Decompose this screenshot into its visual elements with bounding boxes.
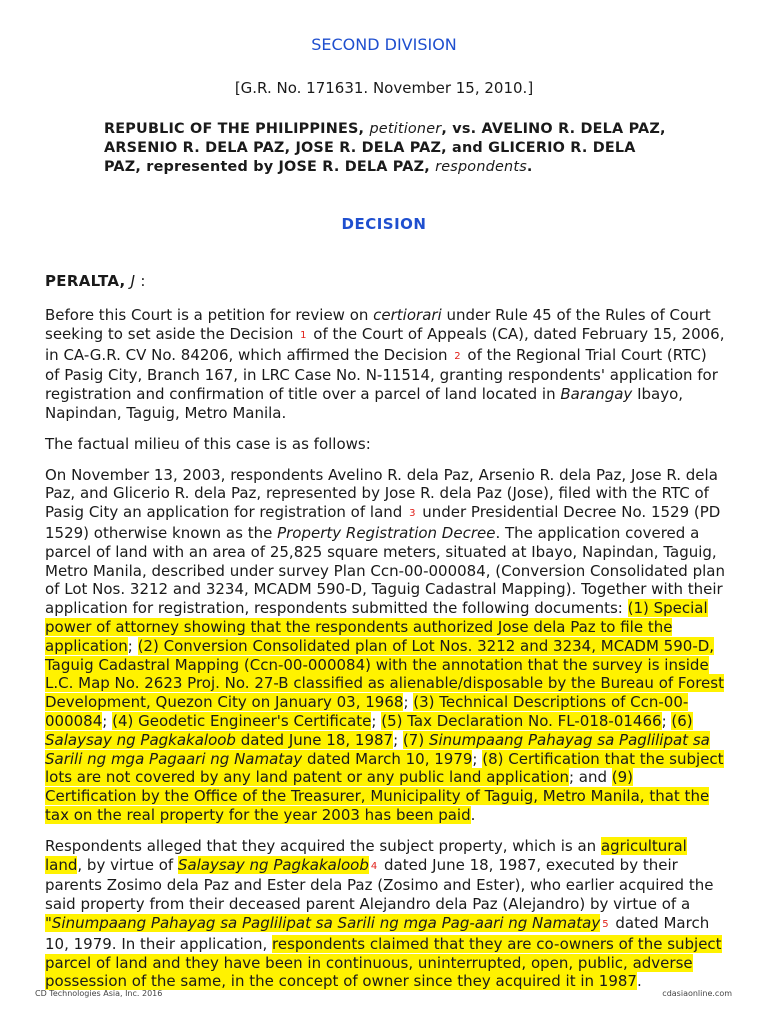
footnote-link-3[interactable]: 3 (409, 508, 416, 520)
respondents-role: respondents (435, 159, 527, 175)
decision-heading: DECISION (341, 215, 427, 233)
petitioner-role: petitioner (369, 121, 442, 137)
text-run: dated June 18, 1987, executed by their parents Zosimo dela Paz and Ester dela Paz (Zosimo and Ester), who earlier acquired the said property from their deceased parent Alejandro dela Paz (Alejandro) by virtue of a (45, 855, 714, 914)
text-run: ; (403, 693, 414, 712)
highlight: (6) (671, 711, 693, 730)
text-run: ; and (568, 768, 612, 787)
highlight: (3) Technical Descriptions of Ccn-00-000084 (45, 693, 689, 730)
versus: vs. (452, 121, 477, 137)
ponente-name: PERALTA, (45, 272, 126, 290)
respondents-names: AVELINO R. DELA PAZ, ARSENIO R. DELA PAZ, JOSE R. DELA PAZ, and GLICERIO R. DELA PAZ, represented by JOSE R. DELA PAZ, (104, 121, 666, 175)
text-run: ; (393, 730, 403, 749)
ponente: PERALTA, J : (45, 272, 146, 290)
text-run: under Rule 45 of the Rules of Court seeking to set aside the Decision (45, 306, 711, 343)
highlight: agricultural land (45, 836, 687, 874)
text-run: dated March 10, 1979. In their application, (45, 913, 710, 953)
text-run: Before this Court is a petition for review on (45, 306, 374, 324)
petitioner-name: REPUBLIC OF THE PHILIPPINES, (104, 121, 365, 137)
highlight: dated March 10, 1979 (302, 749, 473, 768)
footnote-link-2[interactable]: 2 (454, 350, 461, 362)
text-run: . (636, 972, 642, 991)
highlight: dated June 18, 1987 (235, 730, 394, 749)
text-run: . The application covered a parcel of land with an area of 25,825 square meters, situated at Ibayo, Napindan, Taguig, Metro Manila, described under survey Plan Ccn-00-000084, (Conversion Consolidated plan of Lot Nos. 3212 and 3234, MCADM 590-D, Taguig Cadastral Mapping). Together with their application for registration, respondents submitted the following documents: (45, 523, 725, 618)
text-run: ; (472, 749, 483, 768)
case-parties: REPUBLIC OF THE PHILIPPINES, petitioner, vs. AVELINO R. DELA PAZ, ARSENIO R. DELA PAZ, JOSE R. DELA PAZ, and GLICERIO R. DELA PAZ, represented by JOSE R. DELA PAZ, respondents. (104, 121, 666, 175)
highlight-italic: Sinumpaang Pahayag sa Paglilipat sa Sarili ng mga Pagaari ng Namatay (45, 730, 710, 768)
text-run: Respondents alleged that they acquired the subject property, which is an (45, 836, 601, 855)
paragraph-4 (45, 837, 725, 991)
text-run: of the Regional Trial Court (RTC) of Pasig City, Branch 167, in LRC Case No. N-11514, granting respondents' application for registration and confirmation of title over a parcel of land located in (45, 345, 718, 404)
paragraph-3 (45, 466, 725, 825)
footnote-link-5[interactable]: 5 (602, 918, 609, 930)
decision-body (45, 306, 725, 1003)
footnote-link-4[interactable]: 4 (370, 860, 378, 872)
highlight: (9) Certification by the Office of the Treasurer, Municipality of Taguig, Metro Manila, that the tax on the real property for the year 2003 has been paid (45, 768, 710, 824)
text-run: ; (127, 636, 138, 655)
division-heading: SECOND DIVISION (311, 35, 457, 54)
footer-site: cdasiaonline.com (662, 989, 732, 998)
footnote-link-1[interactable]: 1 (300, 329, 307, 341)
text-run: ; (102, 711, 113, 730)
highlight: (5) Tax Declaration No. FL-018-01466 (381, 711, 662, 730)
highlight: (1) Special power of attorney showing that the respondents authorized Jose dela Paz to file the application (45, 599, 708, 655)
italic-run: Property Registration Decree (277, 523, 496, 542)
paragraph-1 (45, 306, 725, 423)
text-run: On November 13, 2003, respondents Avelino R. dela Paz, Arsenio R. dela Paz, Jose R. dela Paz, and Glicerio R. dela Paz, represented by Jose R. dela Paz (Jose), filed with the RTC of Pasig City an application for registration of land (45, 465, 718, 522)
ponente-title: J (130, 272, 136, 290)
text-run: Ibayo, Napindan, Taguig, Metro Manila. (45, 385, 684, 422)
highlight-italic: Salaysay ng Pagkakaloob (177, 855, 369, 874)
italic-run: Barangay (560, 385, 633, 404)
highlight-italic: "Sinumpaang Pahayag sa Paglilipat sa Sarili ng mga Pag-aari ng Namatay (45, 913, 601, 932)
paragraph-2: The factual milieu of this case is as follows: (45, 434, 371, 453)
text-run: . (470, 805, 476, 824)
highlight: (4) Geodetic Engineer's Certificate (112, 711, 372, 730)
text-run: , by virtue of (77, 855, 178, 874)
highlight-italic: Salaysay ng Pagkakaloob (45, 730, 236, 749)
case-number: [G.R. No. 171631. November 15, 2010.] (234, 79, 534, 97)
highlight: (7) (402, 730, 429, 749)
highlight: (8) Certification that the subject lots are not covered by any land patent or any public land application (45, 749, 724, 787)
footer-copyright: CD Technologies Asia, Inc. 2016 (35, 989, 163, 998)
highlight: (2) Conversion Consolidated plan of Lot Nos. 3212 and 3234, MCADM 590-D, Taguig Cadastral Mapping (Ccn-00-000084) with the annotation that the survey is inside L.C. Map No. 2623 Proj. No. 27-B classified as alienable/disposable by the Bureau of Forest Development, Quezon City on January 03, 1968 (45, 636, 724, 712)
text-run: of the Court of Appeals (CA), dated February 15, 2006, in CA-G.R. CV No. 84206, which affirmed the Decision (45, 324, 725, 364)
text-run: ; (661, 711, 672, 730)
text-run: under Presidential Decree No. 1529 (PD 1529) otherwise known as the (45, 503, 721, 542)
highlight: respondents claimed that they are co-owners of the subject parcel of land and they have been in continuous, uninterrupted, open, public, adverse possession of the same, in the concept of owner since they acquired it in 1987 (45, 934, 722, 991)
text-run: ; (371, 711, 382, 730)
italic-run: certiorari (373, 306, 442, 324)
